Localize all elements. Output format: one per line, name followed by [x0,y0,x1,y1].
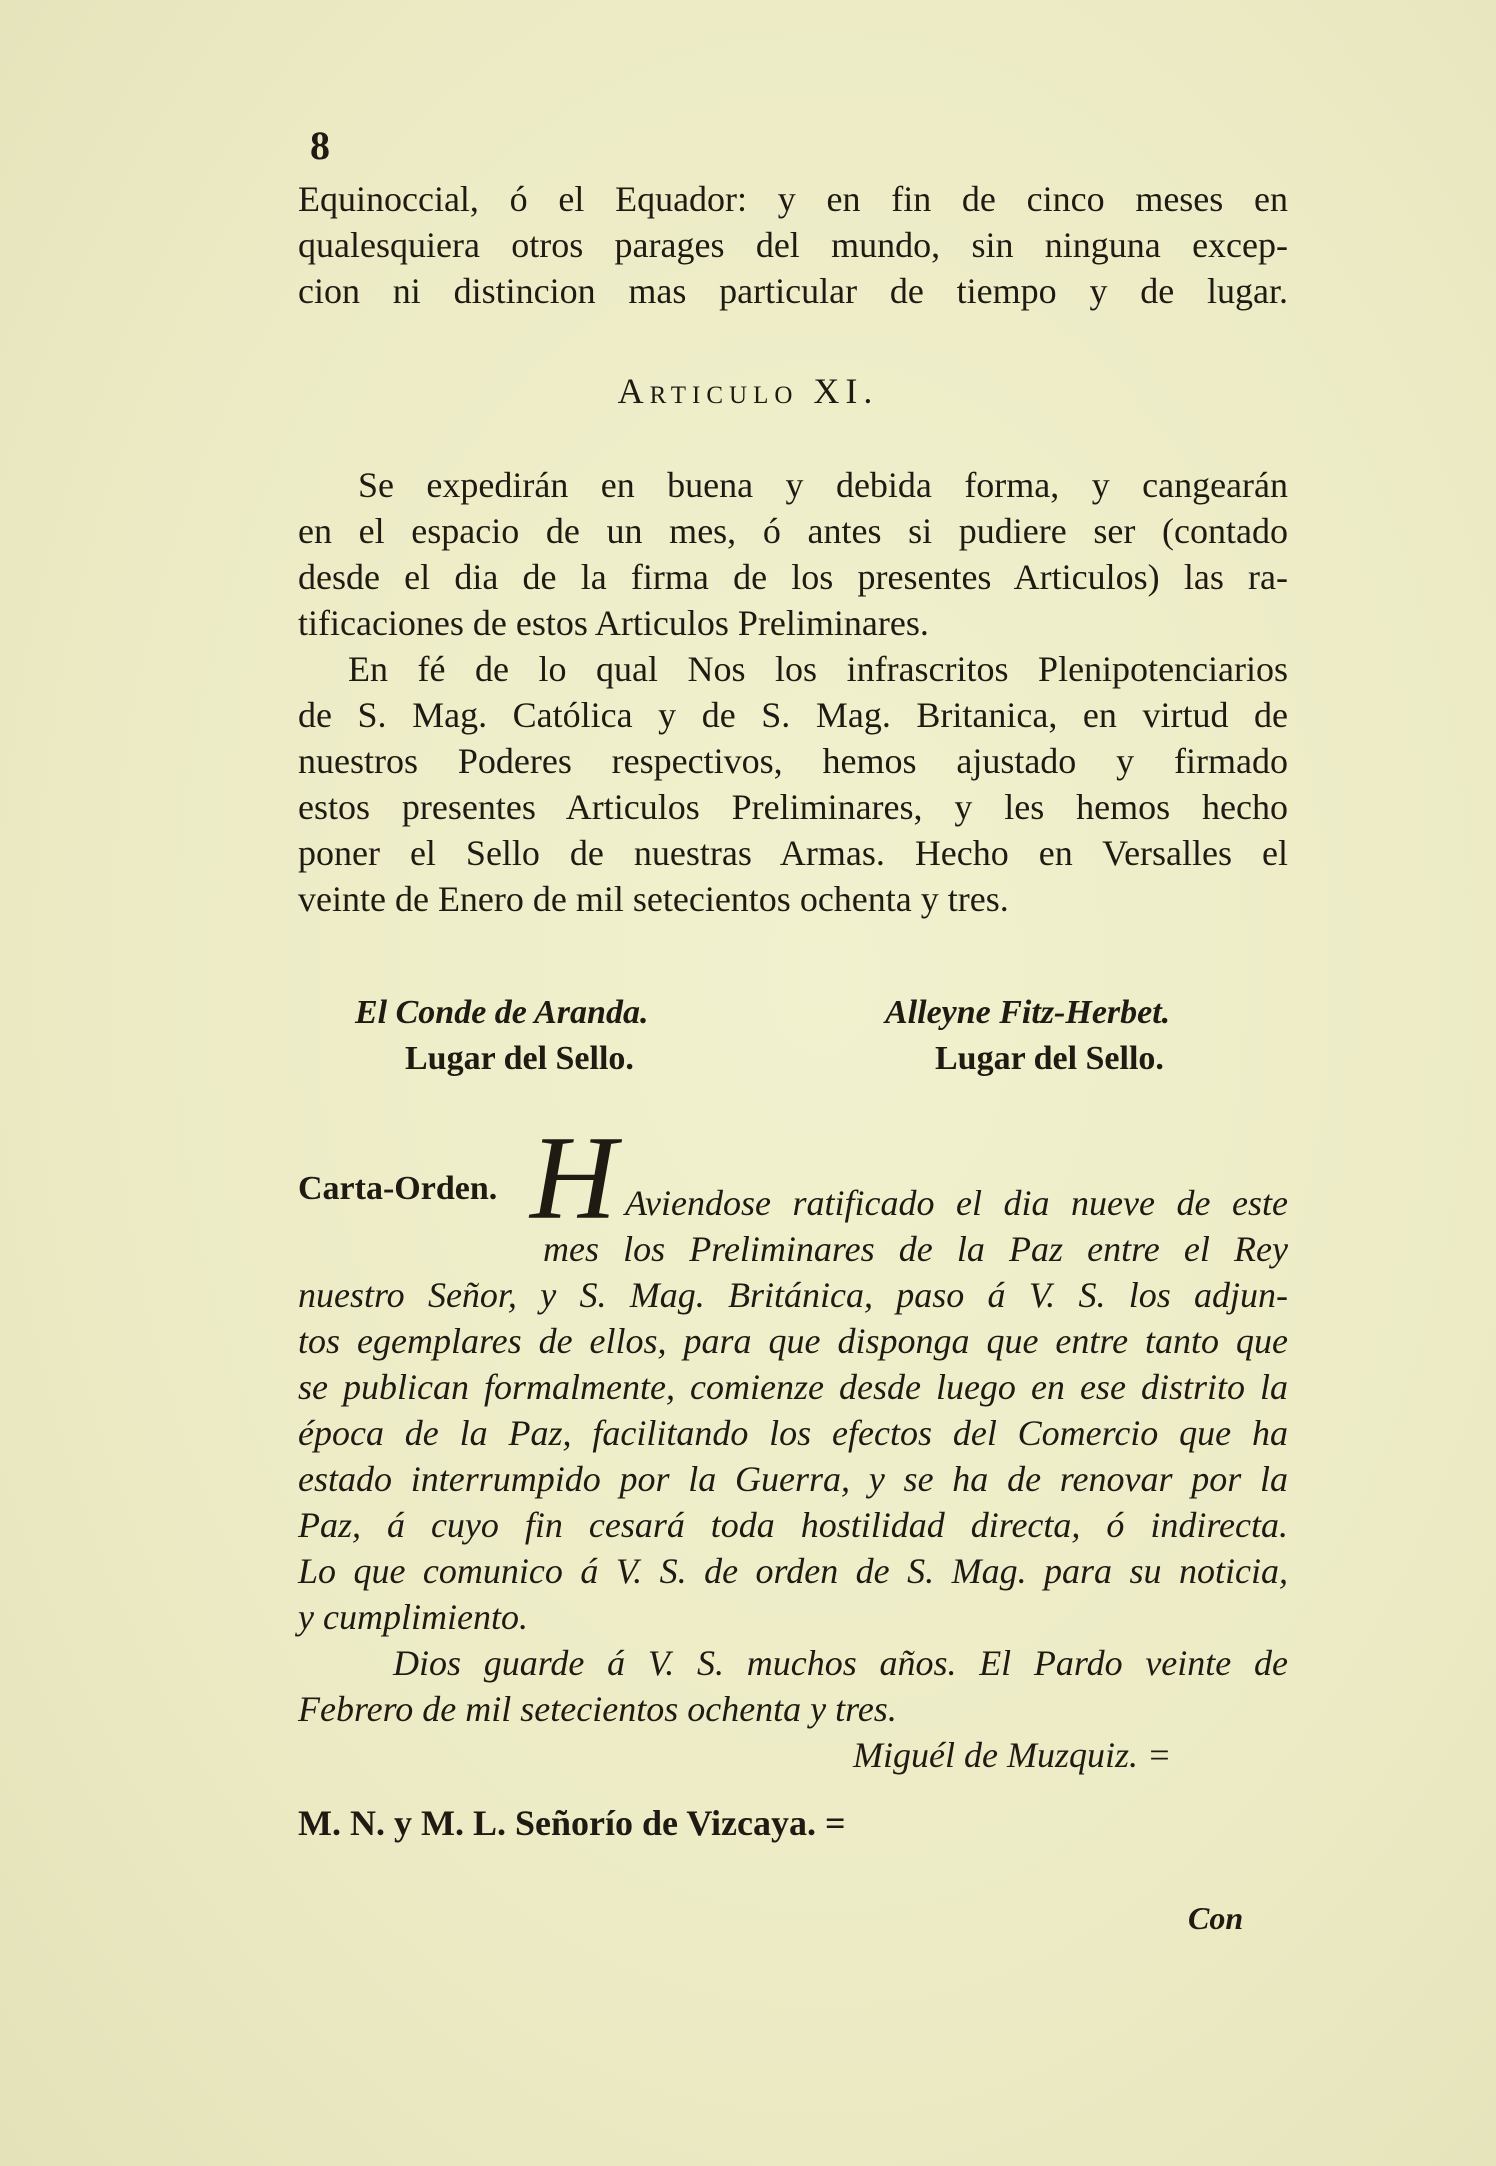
text-line: tificaciones de estos Articulos Preliminares. [298,603,929,643]
text-line: tos egemplares de ellos, para que disponga que entre tanto que [298,1321,1288,1361]
signature-left-name: El Conde de Aranda. [355,994,649,1031]
text-line: Se expedirán en buena y debida forma, y cangearán [358,465,1288,505]
text-line: qualesquiera otros parages del mundo, sin ninguna excep- [298,225,1288,265]
text-line: Aviendose ratificado el dia nueve de este [625,1183,1288,1223]
text-line: veinte de Enero de mil setecientos ochenta y tres. [298,879,1009,919]
catchword: Con [1188,1900,1244,1936]
letter-first-line [625,1180,1288,1226]
letter-signer: Miguél de Muzquiz. = [853,1735,1172,1775]
text-line: Dios guarde á V. S. muchos años. El Pardo veinte de [393,1643,1288,1683]
article-heading [0,370,1496,412]
text-line: nuestros Poderes respectivos, hemos ajustado y firmado [298,741,1288,781]
text-line: Febrero de mil setecientos ochenta y tres. [298,1689,897,1729]
text-line: época de la Paz, facilitando los efectos del Comercio que ha [298,1413,1288,1453]
page-number: 8 [310,123,330,168]
signature-right-seal: Lugar del Sello. [935,1040,1164,1077]
text-line: estado interrumpido por la Guerra, y se ha de renovar por la [298,1459,1288,1499]
signature-left-seal: Lugar del Sello. [405,1040,634,1077]
signature-right [885,990,1170,1082]
article-body [298,462,1288,922]
article-heading-text: Articulo XI. [617,371,879,411]
letter-addressee-block [298,1800,1288,1846]
letter-body [298,1226,1288,1778]
signature-left [355,990,648,1082]
drop-cap: H [530,1111,617,1244]
text-line: de S. Mag. Católica y de S. Mag. Britanica, en virtud de [298,695,1288,735]
text-line: y cumplimiento. [298,1597,528,1637]
text-line: se publican formalmente, comienze desde luego en ese distrito la [298,1367,1288,1407]
text-line: desde el dia de la firma de los presentes Articulos) las ra- [298,557,1288,597]
intro-paragraph [298,176,1288,314]
letter-label: Carta-Orden. [298,1170,498,1207]
text-line: en el espacio de un mes, ó antes si pudiere ser (contado [298,511,1288,551]
signature-right-name: Alleyne Fitz-Herbet. [885,994,1171,1031]
text-line: estos presentes Articulos Preliminares, y les hemos hecho [298,787,1288,827]
text-line: Lo que comunico á V. S. de orden de S. Mag. para su noticia, [298,1551,1288,1591]
letter-addressee: M. N. y M. L. Señorío de Vizcaya. = [298,1803,846,1843]
text-line: En fé de lo qual Nos los infrascritos Plenipotenciarios [348,649,1288,689]
text-line: Equinoccial, ó el Equador: y en fin de cinco meses en [298,179,1288,219]
text-line: mes los Preliminares de la Paz entre el Rey [543,1229,1288,1269]
text-line: Paz, á cuyo fin cesará toda hostilidad directa, ó indirecta. [298,1505,1288,1545]
text-line: cion ni distincion mas particular de tiempo y de lugar. [298,271,1288,311]
text-line: poner el Sello de nuestras Armas. Hecho en Versalles el [298,833,1288,873]
text-line: nuestro Señor, y S. Mag. Británica, paso á V. S. los adjun- [298,1275,1288,1315]
